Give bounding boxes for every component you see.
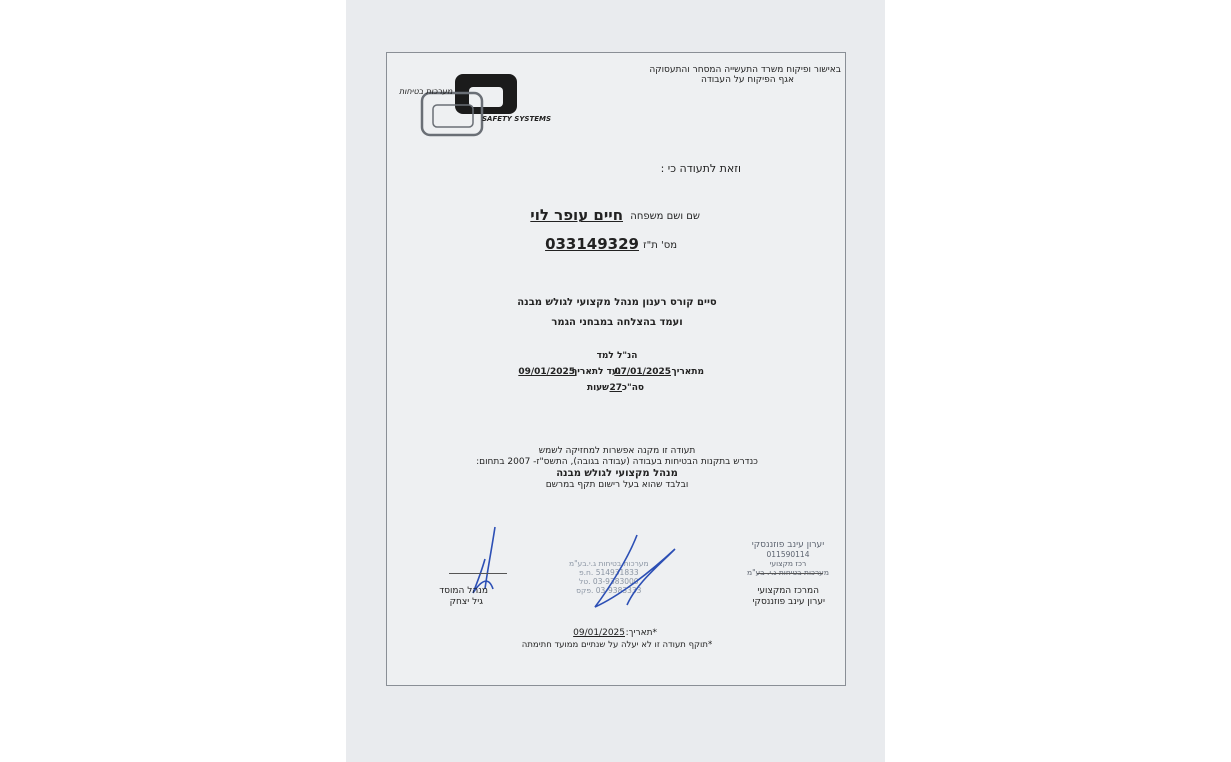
from-label: מתאריך [671, 367, 704, 377]
intro-text: וזאת לתעודה כי : [660, 162, 741, 175]
stamp-line: מערכות בטיחות ג.י. בע"מ [747, 568, 829, 577]
professional-title: המרכז המקצועי [757, 586, 819, 596]
hours-label: שעות [586, 383, 609, 393]
stamp-line: 011590114 [766, 550, 810, 559]
footer-date-value: 09/01/2025 [573, 628, 625, 638]
stamp-line: 03-9383333 .פקס [576, 586, 642, 595]
director-signature-line [449, 573, 507, 574]
id-label: מס' ת"ז [643, 240, 677, 251]
professional-stamp [747, 541, 829, 577]
permission-line-2: כנדרש בתקנות הבטיחות בעבודה (עבודה בגובה), התשס"ז- 2007 בתחום: [476, 457, 758, 467]
stamp-line: 514931833 .ח.פ [578, 568, 639, 577]
stamp-line: מערכות בטיחות ג.י.בע"מ [569, 559, 649, 568]
to-date: 09/01/2025 [518, 367, 575, 377]
name-label: שם ושם משפחה [630, 211, 700, 222]
stamp-line: רכז מקצועי [769, 559, 807, 568]
hours-value: 27 [609, 383, 622, 393]
department-line: אגף הפיקוח על העבודה [700, 75, 794, 85]
permission-role: מנהל מקצועי לגולש מבנה [556, 468, 678, 479]
certificate-page [346, 0, 885, 762]
course-line-2: ועמד בהצלחה במבחני הגמר [551, 317, 683, 328]
director-title: מנהל המוסד [439, 586, 488, 596]
stamp-line: 03-9383000 .טל [579, 577, 639, 586]
approval-line: באישור ופיקוח משרד התעשייה המסחר והתעסוקה [649, 65, 841, 75]
total-label: סה"כ [621, 383, 644, 393]
professional-name: יערון עינב פוזננסקי [752, 597, 825, 607]
professional-signature-line [757, 573, 823, 574]
from-date: 07/01/2025 [614, 367, 671, 377]
to-label: ועד לתאריך [572, 367, 621, 377]
permission-line-1: תעודה זו מקנה אפשרות למחזיקה לשמש [538, 446, 696, 456]
name-value: חיים עופר לוי [530, 206, 623, 224]
logo-hebrew-text: מערכות בטיחות [399, 87, 453, 96]
course-line-1: סיים קורס רענון מנהל מקצועי לגולש מבנה [517, 297, 717, 308]
center-signature [587, 531, 687, 621]
stamp-line: יערון עינב פוזננסקי [751, 540, 825, 550]
study-heading: הנ"ל למד [596, 351, 638, 361]
footer-date-label: *תאריך: [625, 628, 657, 638]
permission-line-4: ובלבד שהוא בעל רישום תקף במרשם [545, 480, 689, 490]
certificate-frame [386, 52, 846, 686]
validity-note: *תוקף תעודה זו לא יעלה על שנתיים ממועד חתימתה [521, 640, 713, 650]
safety-systems-logo [397, 71, 552, 141]
id-value: 033149329 [545, 235, 639, 253]
director-name: גיל יצחק [449, 597, 483, 607]
logo-mark-icon [397, 71, 547, 141]
logo-english-text: SAFETY SYSTEMS [482, 115, 552, 123]
